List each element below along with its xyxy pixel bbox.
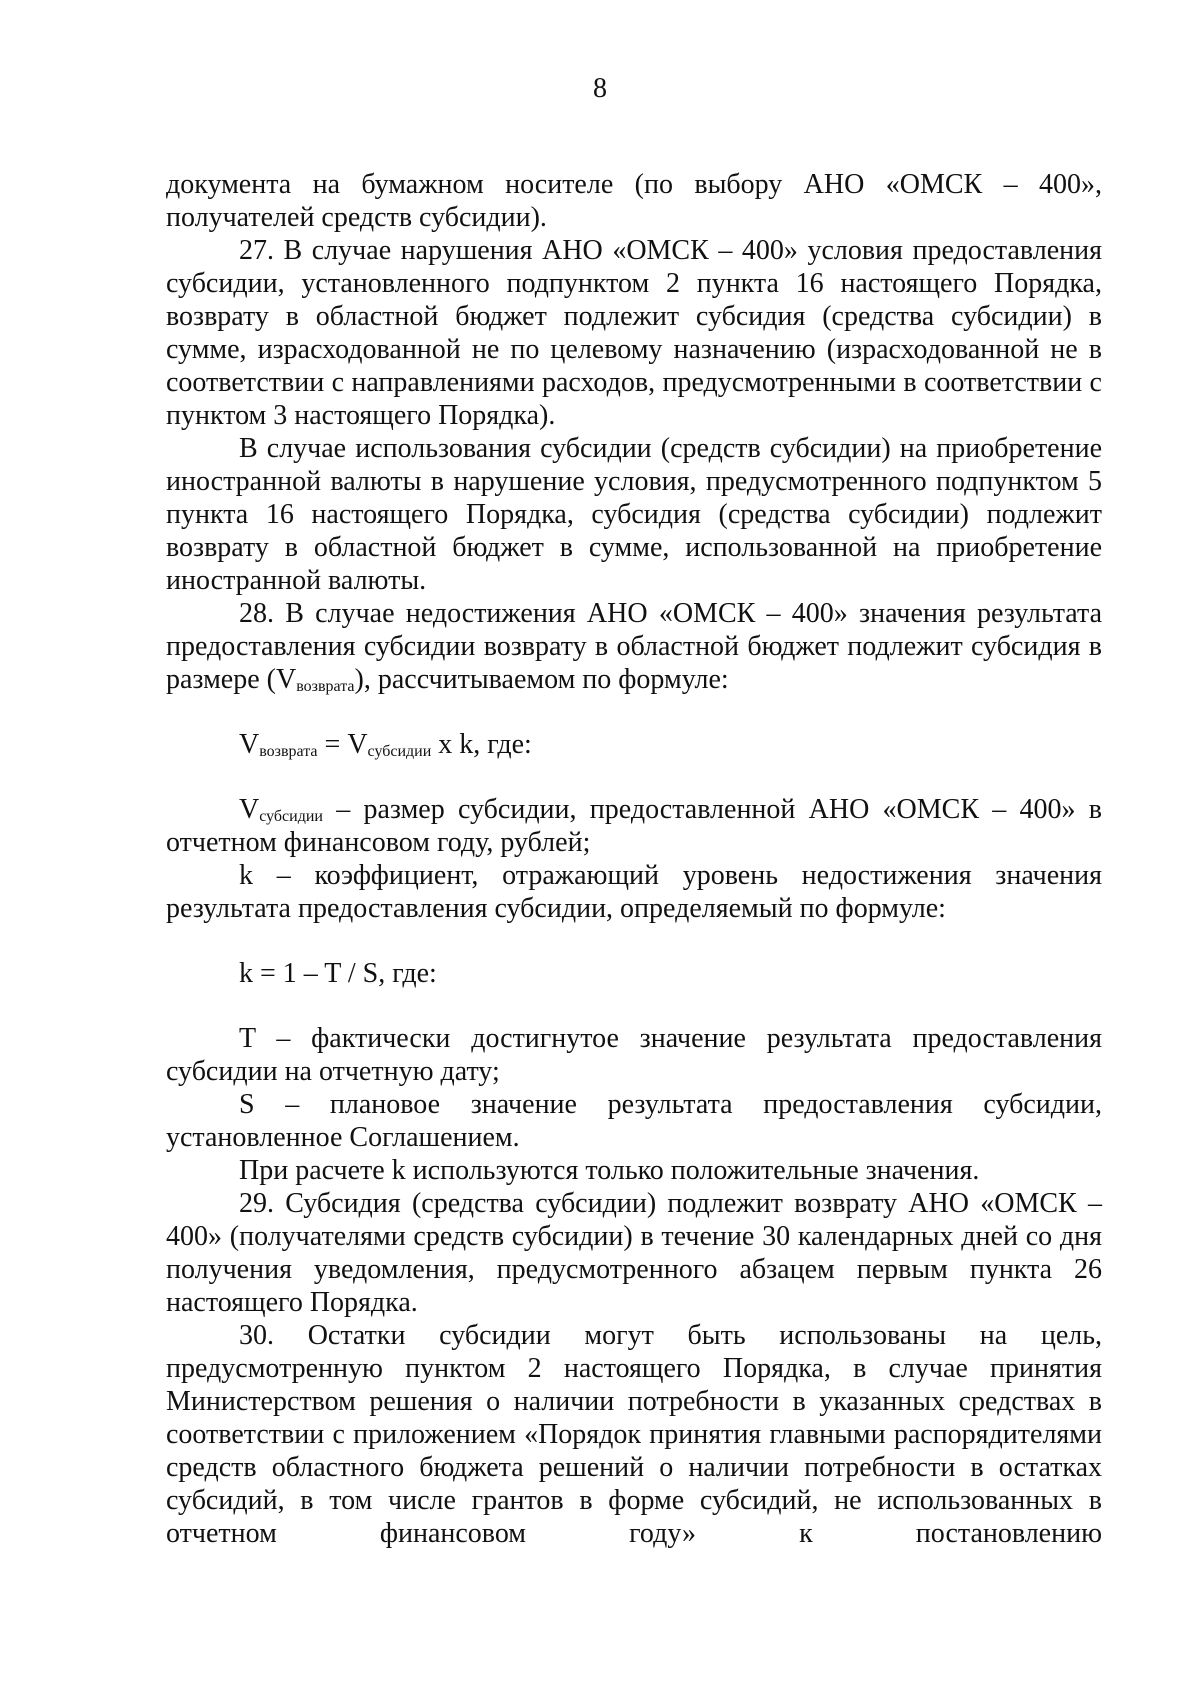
definition-v-symbol: V (239, 794, 260, 825)
formula-v-subsidy-subscript: субсидии (367, 743, 432, 760)
formula-k: k = 1 – T / S, где: (239, 958, 437, 989)
formula-v-symbol: V (239, 729, 260, 760)
definition-s: S – плановое значение результата предоставления субсидии, установленное Соглашением. (166, 1089, 1102, 1153)
definition-v-text: – размер субсидии, предоставленной АНО «ОМСК – 400» в отчетном финансовом году, рублей; (166, 794, 1102, 858)
paragraph-27: 27. В случае нарушения АНО «ОМСК – 400» условия предоставления субсидии, установленного подпунктом 2 пункта 16 настоящего Порядка, возврату в областной бюджет подлежит субсидия (средства субсидии) в сумме, израсходованной не по целевому назначению (израсходованной не в соответствии с направлениями расходов, предусмотренными в соответствии с пунктом 3 настоящего Порядка). (166, 235, 1102, 431)
definition-v-subsidy (166, 793, 1102, 859)
spacer (166, 925, 1102, 957)
page-number: 8 (593, 73, 607, 104)
paragraph-28-subscript: возврата (296, 678, 355, 695)
document-body (166, 168, 1102, 1550)
formula-tail: x k, где: (431, 729, 532, 760)
paragraph-28-tail: ), рассчитываемом по формуле: (354, 664, 729, 695)
formula-equals-v: = V (317, 729, 368, 760)
formula-v-return-subscript: возврата (259, 743, 318, 760)
paragraph-28-text: 28. В случае недостижения АНО «ОМСК – 400» значения результата предоставления субсидии возврату в областной бюджет подлежит субсидия в размере (V (166, 598, 1102, 695)
spacer (166, 696, 1102, 728)
paragraph-30: 30. Остатки субсидии могут быть использованы на цель, предусмотренную пунктом 2 настоящего Порядка, в случае принятия Министерством решения о наличии потребности в указанных средствах в соответствии с приложением «Порядок принятия главными распорядителями средств областного бюджета решений о наличии потребности в остатках субсидий, в том числе грантов в форме субсидий, не использованных в отчетном финансовом году» к постановлению (166, 1320, 1102, 1549)
formula-v-return (166, 728, 1102, 761)
spacer (166, 990, 1102, 1022)
paragraph-28 (166, 597, 1102, 696)
definition-v-subscript: субсидии (259, 808, 323, 825)
paragraph-27-foreign-currency: В случае использования субсидии (средств субсидии) на приобретение иностранной валюты в нарушение условия, предусмотренного подпунктом 5 пункта 16 настоящего Порядка, субсидия (средства субсидии) подлежит возврату в областной бюджет в сумме, использованной на приобретение иностранной валюты. (166, 433, 1102, 596)
k-note: При расчете k используются только положительные значения. (239, 1155, 980, 1186)
definition-t: T – фактически достигнутое значение результата предоставления субсидии на отчетную дату; (166, 1023, 1102, 1087)
spacer (166, 761, 1102, 793)
paragraph-29: 29. Субсидия (средства субсидии) подлежит возврату АНО «ОМСК – 400» (получателями средств субсидии) в течение 30 календарных дней со дня получения уведомления, предусмотренного абзацем первым пункта 26 настоящего Порядка. (166, 1188, 1102, 1318)
definition-k: k – коэффициент, отражающий уровень недостижения значения результата предоставления субсидии, определяемый по формуле: (166, 860, 1102, 924)
paragraph-continuation: документа на бумажном носителе (по выбору АНО «ОМСК – 400», получателей средств субсидии). (166, 169, 1102, 233)
